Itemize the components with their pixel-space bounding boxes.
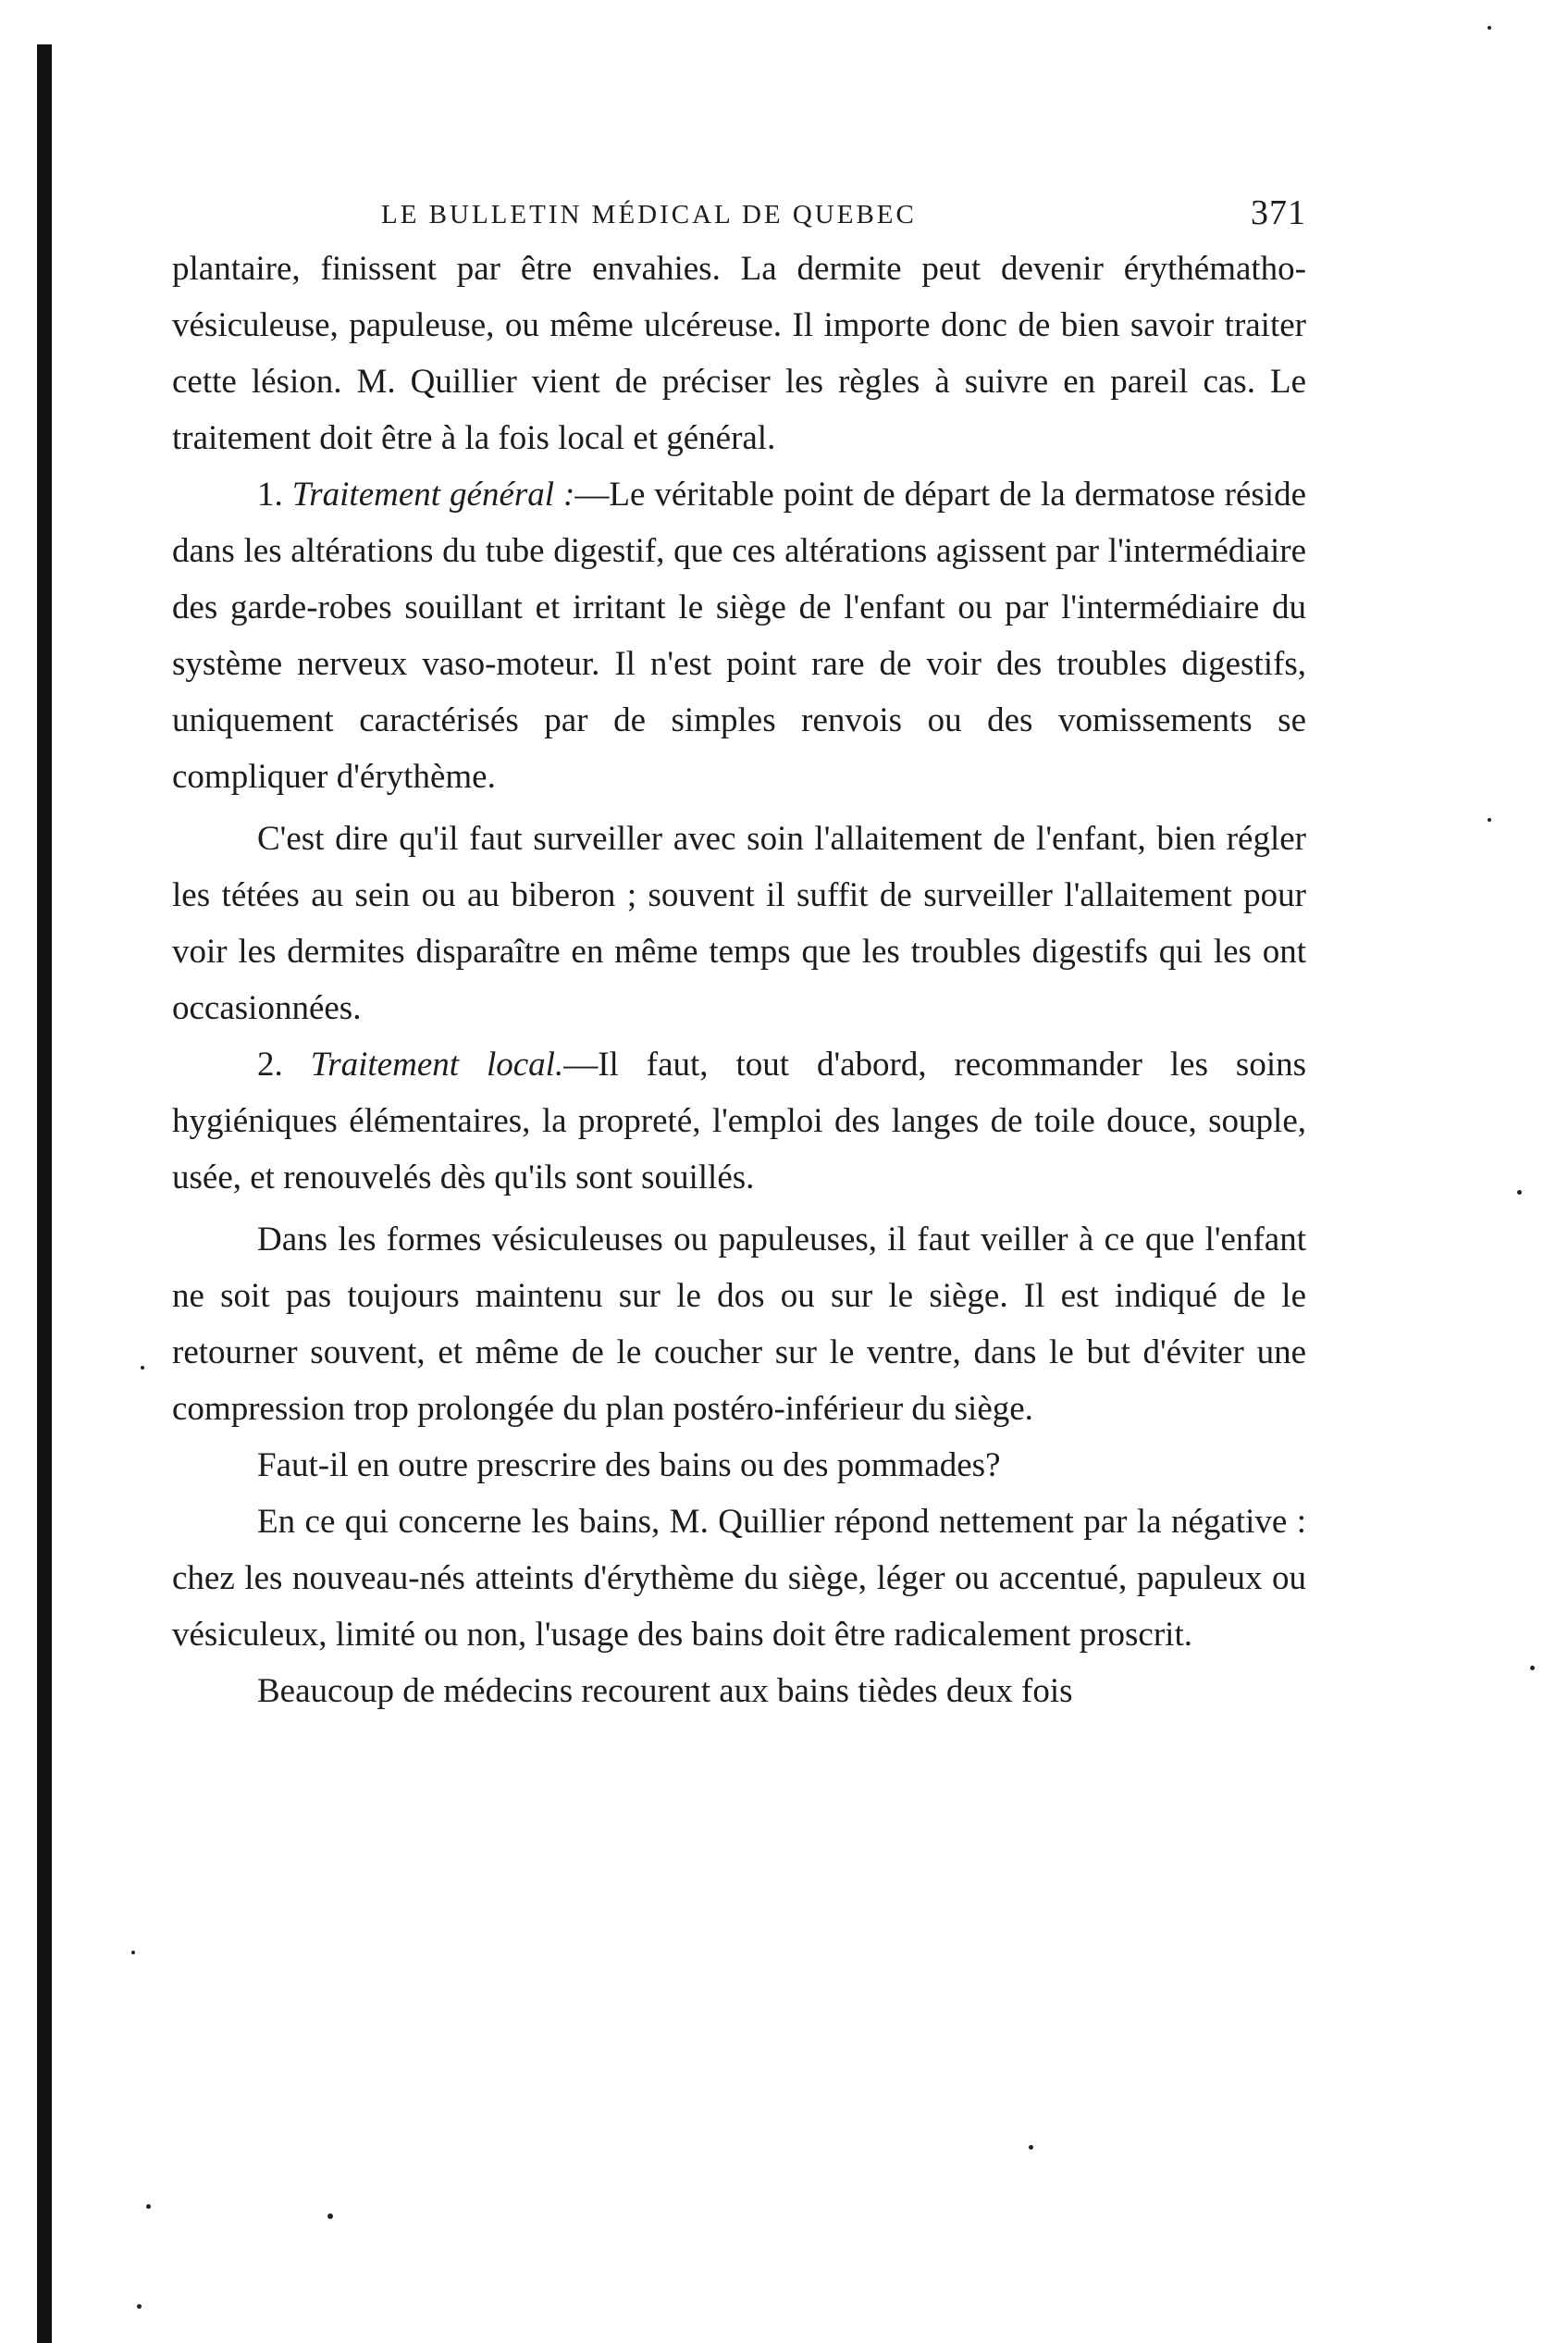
scan-speck — [1488, 26, 1491, 30]
paragraph — [172, 1663, 1306, 1719]
paragraph — [172, 811, 1306, 1036]
paragraph-text: Faut-il en outre prescrire des bains ou des pommades? — [257, 1446, 1001, 1484]
paragraph-text: Dans les formes vésiculeuses ou papuleuses, il faut veiller à ce que l'enfant ne soit pas toujours maintenu sur le dos ou sur le siège. Il est indiqué de le retourner souvent, et même de le coucher sur le ventre, dans le but d'éviter une compression trop prolongée du plan postéro-inférieur du siège. — [172, 1221, 1306, 1428]
paragraph-text: C'est dire qu'il faut surveiller avec soin l'allaitement de l'enfant, bien régler les tétées au sein ou au biberon ; souvent il suffit de surveiller l'allaitement pour voir les dermites disparaître en même temps que les troubles digestifs qui les ont occasionnées. — [172, 820, 1306, 1027]
paragraph-traitement-local — [172, 1036, 1306, 1206]
section-number: 2. — [257, 1046, 283, 1084]
section-heading: Traitement général : — [291, 476, 575, 514]
paragraph-traitement-general — [172, 466, 1306, 805]
scan-speck — [327, 2213, 333, 2219]
running-title: LE BULLETIN MÉDICAL DE QUEBEC — [381, 200, 917, 229]
section-heading: Traitement local. — [310, 1046, 564, 1084]
paragraph-text: —Il faut, tout d'abord, recommander les soins hygiéniques élémentaires, la propreté, l'emploi des langes de toile douce, souple, usée, et renouvelés dès qu'ils sont souillés. — [172, 1046, 1306, 1196]
scan-speck — [1517, 1190, 1522, 1195]
paragraph — [172, 1211, 1306, 1437]
paragraph — [172, 1494, 1306, 1663]
paragraph-text: Beaucoup de médecins recourent aux bains tièdes deux fois — [257, 1672, 1073, 1710]
scan-speck — [1530, 1666, 1535, 1670]
paragraph-text: plantaire, finissent par être envahies. La dermite peut devenir érythématho-vésiculeuse, papuleuse, ou même ulcéreuse. Il importe donc de bien savoir traiter cette lésion. M. Quillier vient de préciser les règles à suivre en pareil cas. Le traitement doit être à la fois local et général. — [172, 250, 1306, 457]
paragraph-text: En ce qui concerne les bains, M. Quillier répond nettement par la négative : chez les nouveau-nés atteints d'érythème du siège, léger ou accentué, papuleux ou vésiculeux, limité ou non, l'usage des bains doit être radicalement proscrit. — [172, 1503, 1306, 1654]
page-binding-edge — [37, 44, 52, 2343]
scan-speck — [131, 1951, 135, 1954]
body-text — [172, 241, 1306, 1719]
scan-speck — [141, 1366, 144, 1370]
paragraph — [172, 1437, 1306, 1494]
running-header — [172, 185, 1306, 241]
paragraph-continuation — [172, 241, 1306, 466]
scan-speck — [146, 2204, 151, 2209]
page-number: 371 — [1251, 193, 1306, 232]
paragraph-text: —Le véritable point de départ de la dermatose réside dans les altérations du tube digestif, que ces altérations agissent par l'intermédiaire des garde-robes souillant et irritant le siège de l'enfant ou par l'intermédiaire du système nerveux vaso-moteur. Il n'est point rare de voir des troubles digestifs, uniquement caractérisés par de simples renvois ou des vomissements se compliquer d'érythème. — [172, 476, 1306, 796]
scan-speck — [1029, 2145, 1033, 2150]
scan-speck — [1488, 818, 1491, 822]
section-number: 1. — [257, 476, 283, 514]
scan-speck — [137, 2304, 142, 2309]
document-page — [172, 185, 1306, 1719]
